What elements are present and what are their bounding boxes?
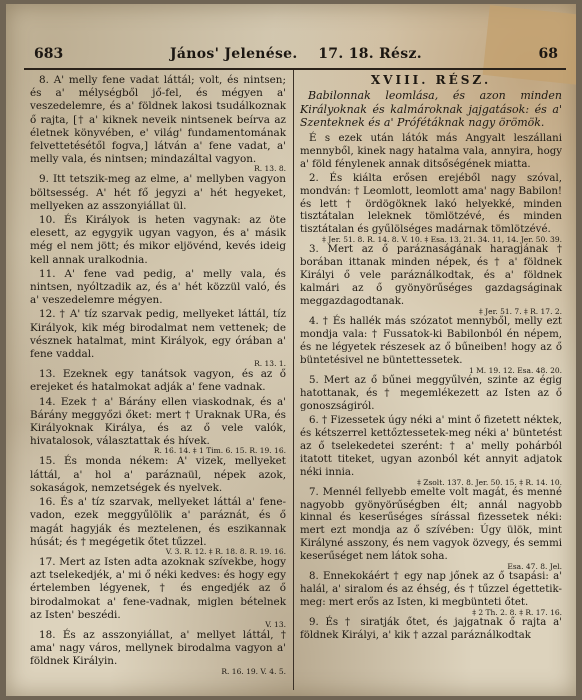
verse-paragraph: 16. És a' tíz szarvak, mellyeket láttál a' fene-vadon, ezek meggyűlölik a' paráznát, és ő magát hagyják és meztelenen, és eszikannak húsát; és † megégetik őtet tűzzel. xyxy=(30,496,286,548)
verse-paragraph: 14. Ezek † a' Bárány ellen viaskodnak, és a' Bárány meggyőzi őket: mert † Uraknak URa, és Királyoknak Királya, és az ő vele valók, hivatalosok, választattak és hívek. xyxy=(30,395,286,448)
verse-paragraph: 3. Mert az ő paráznaságának haragjának † borában ittanak minden népek, és † a' földnek Királyi ő vele paráználkodtak, és a' földnek kalmári az ő gyönyörűséges gazdagságinak meggazdagodtanak. xyxy=(300,244,562,308)
cross-reference: ‡ Jer. 51. 8. R. 14. 8. V. 10. ‡ Esa. 13. 21. 34. 11, 14. Jer. 50. 39. xyxy=(322,235,562,245)
cross-reference: R. 16. 14. ‡ 1 Tim. 6. 15. R. 19. 16. xyxy=(153,446,286,456)
cross-reference: R. 13. 1. xyxy=(254,359,286,369)
verse-paragraph: 9. És † siratják őtet, és jajgatnak ő rajta a' földnek Királyi, a' kik † azzal paráználkodtak xyxy=(300,617,562,642)
chapter-summary: Babilonnak leomlása, és azon minden Királyoknak és kalmároknak jajgatások: és a' Szenteknek és a' Prófétáknak nagy örömök. xyxy=(300,88,562,130)
verse-paragraph: É s ezek után látók más Angyalt leszállani mennyből, kinek nagy hatalma vala, annyira, hogy a' föld fénylenek annak ditsőségének miatta. xyxy=(300,132,562,170)
page-header xyxy=(20,46,562,68)
right-column xyxy=(300,74,562,644)
cross-reference: ‡ 2 Th. 2. 8. ‡ R. 17. 16. xyxy=(472,608,562,618)
verse-paragraph: 9. Itt tetszik-meg az elme, a' mellyben vagyon böltsesség. A' hét fő jegyzi a' hét hegyeket, mellyeken az asszonyiállat ül. xyxy=(30,173,286,212)
verse-paragraph: 6. † Fizessetek úgy néki a' mint ő fizetett néktek, és kétszerrel kettőztessetek-meg néki a' büntetést az ő tselekedetei szerént: † a' melly pohárból itatott titeket, ugyan azonból két annyit adjatok néki innia. xyxy=(300,414,562,478)
verse-paragraph: 11. A' fene vad pedig, a' melly vala, és nintsen, nyóltzadik az, és a' hét közzül való, és a' veszedelemre mégyen. xyxy=(30,267,286,307)
chapter-numbers: 17. 18. Rész. xyxy=(318,46,422,62)
running-title xyxy=(170,46,422,62)
verse-paragraph: 5. Mert az ő bűnei meggyűlvén, szinte az égig hatottanak, és † megemlékezett az Isten az ő gonoszságiról. xyxy=(300,374,562,412)
cross-reference: R. 13. 8. xyxy=(254,164,286,174)
verse-paragraph: 17. Mert az Isten adta azoknak szívekbe, hogy azt tselekedjék, a' mi ő néki kedves: és hogy egy értelemben légyenek, † és engedjék az ő birodalmokat a' fene-vadnak, miglen bételnek az Isten' beszédi. xyxy=(30,555,286,621)
verse-paragraph: 18. És az asszonyiállat, a' mellyet láttál, † ama' nagy város, mellynek birodalma vagyon a' földnek Királyin. xyxy=(30,628,286,668)
left-column xyxy=(30,74,286,676)
verse-paragraph: 8. A' melly fene vadat láttál; volt, és nintsen; és a' mélységből jő-fel, és mégyen a' veszedelemre, és a' földnek lakosi tsudálkoznak ő rajta, [† a' kiknek neveik nintsenek beírva az életnek könyvében, e' világ' fundamentomának felvettetésétől fogva,] látván a' fene vadat, a' melly vala, és nintsen; mindazáltal vagyon. xyxy=(30,74,286,166)
header-rule xyxy=(24,68,566,70)
cross-reference: R. 16. 19. V. 4. 5. xyxy=(221,666,286,676)
verse-paragraph: 13. Ezeknek egy tanátsok vagyon, és az ő erejeket és hatalmokat adják a' fene vadnak. xyxy=(30,368,286,394)
page-number-right: 68 xyxy=(538,46,558,62)
chapter-heading: XVIII. RÉSZ. xyxy=(370,73,492,87)
cross-reference: V. 3. R. 12. ‡ R. 18. 8. R. 19. 16. xyxy=(165,546,286,556)
verse-paragraph: 7. Mennél fellyebb emelte volt magát, és menné nagyobb gyönyörűségben élt; annál nagyobb kinnal és keserűséges sírással fizessetek néki: mert ezt mondja az ő szívében: Úgy ülök, mint Királyné asszony, és nem vagyok özvegy, és semmi keserűséget nem látok soha. xyxy=(300,486,562,563)
page-number-left: 683 xyxy=(34,46,64,62)
cross-reference: Esa. 47. 8. Jel. xyxy=(507,562,562,572)
verse-paragraph: 10. És Királyok is heten vagynak: az öte elesett, az egygyik ugyan vagyon, és a' másik még el nem jött; és mikor eljövénd, kevés ideig kell annak uralkodnia. xyxy=(30,214,286,266)
cross-reference: V. 13. xyxy=(265,619,286,629)
book-title: János' Jelenése. xyxy=(170,46,298,62)
tape-patch xyxy=(483,5,576,85)
verse-paragraph: 15. És monda nékem: A' vizek, mellyeket láttál, a' hol a' paráznaül, népek azok, sokaságok, nemzetségek és nyelvek. xyxy=(30,455,286,494)
verse-paragraph: 4. † És hallék más szózatot mennyből, melly ezt mondja vala: † Fussatok-ki Babilonból én népem, és ne légyetek részesek az ő bűneiben! hogy az ő büntetésivel ne büntettessetek. xyxy=(300,316,562,366)
book-page xyxy=(6,4,576,696)
verse-paragraph: 12. † A' tíz szarvak pedig, mellyeket láttál, tíz Királyok, kik még birodalmat nem vettenek; de vésznek hatalmat, mint Királyok, egy órában a' fene vaddal. xyxy=(30,308,286,361)
cross-reference: ‡ Jer. 51. 7. ‡ R. 17. 2. xyxy=(479,307,562,317)
cross-reference: 1 M. 19. 12. Esa. 48. 20. xyxy=(468,365,562,375)
verse-paragraph: 2. És kiálta erősen erejéből nagy szóval, mondván: † Leomlott, leomlott ama' nagy Babilon! és lett † ördögöknek lakó helyekké, minden tisztátalan leleknek tömlötzévé, és minden tisztátalan és gyűlölséges madárnak tömlötzévé. xyxy=(300,172,562,236)
verse-paragraph: 8. Ennekokáért † egy nap jőnek az ő tsapási: a' halál, a' siralom és az éhség, és † tűzzel égettetik-meg: mert erős az Isten, ki megbünteti őtet. xyxy=(300,571,562,609)
column-divider xyxy=(293,70,294,690)
cross-reference: ‡ Zsolt. 137. 8. Jer. 50. 15. ‡ R. 14. 10. xyxy=(417,477,562,487)
